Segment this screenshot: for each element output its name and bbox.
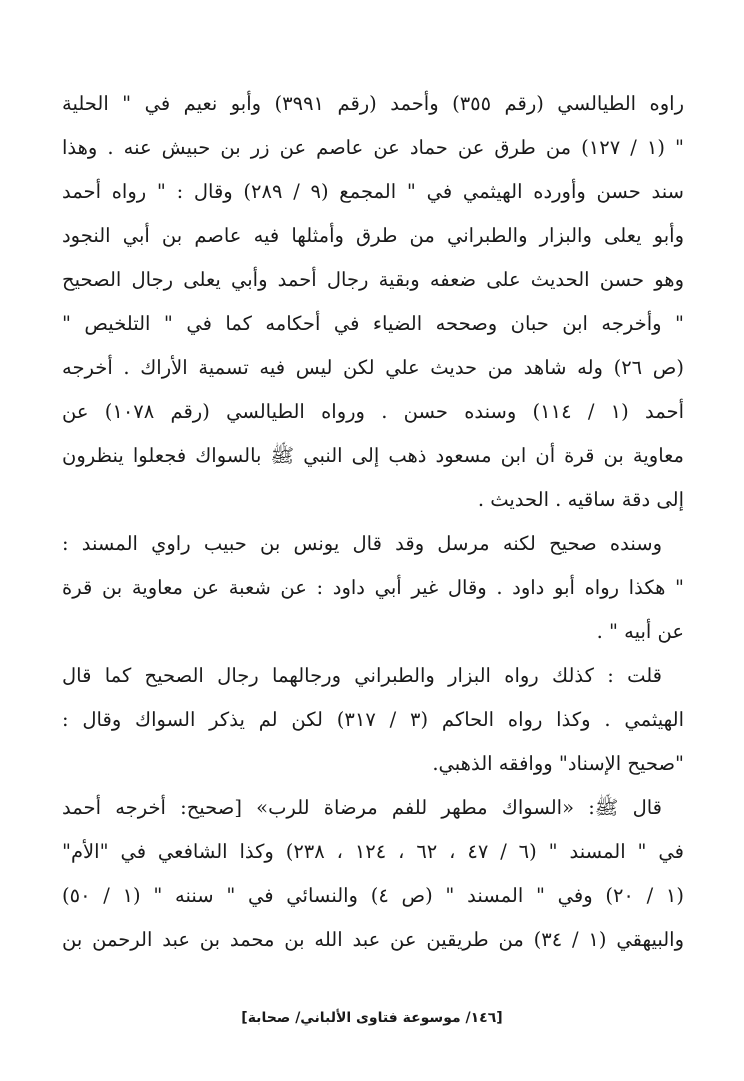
text-line: والبيهقي (١ / ٣٤) من طريقين عن عبد الله بن محمد بن عبد الرحمن بن [62,928,684,951]
text-line: " هكذا رواه أبو داود . وقال غير أبي داود : عن شعبة عن معاوية بن قرة [62,576,684,599]
text-line: راوه الطيالسي (رقم ٣٥٥) وأحمد (رقم ٣٩٩١) وأبو نعيم في " الحلية [62,92,684,115]
text-line: معاوية بن قرة أن ابن مسعود ذهب إلى النبي ﷺ بالسواك فجعلوا ينظرون [62,444,684,467]
text-line: في " المسند " (٦ / ٤٧ ، ٦٢ ، ١٢٤ ، ٢٣٨) وكذا الشافعي في "الأم" [62,840,684,863]
text-line: وأبو يعلى والبزار والطبراني من طرق وأمثلها فيه عاصم بن أبي النجود [62,224,684,247]
page-footer: [١٤٦/ موسوعة فتاوى الألباني/ صحابة] [241,1010,503,1026]
text-line: " وأخرجه ابن حبان وصححه الضياء في أحكامه كما في " التلخيص " [62,312,684,335]
text-line: وسنده صحيح لكنه مرسل وقد قال يونس بن حبيب راوي المسند : [62,532,662,555]
body-text [62,82,684,962]
text-line: عن أبيه " . [596,620,684,643]
text-line: "صحيح الإسناد" ووافقه الذهبي. [432,752,684,775]
text-line: (١ / ٢٠) وفي " المسند " (ص ٤) والنسائي في " سننه " (١ / ٥٠) [62,884,684,907]
text-line: الهيثمي . وكذا رواه الحاكم (٣ / ٣١٧) لكن لم يذكر السواك وقال : [62,708,684,731]
text-line: وهو حسن الحديث على ضعفه وبقية رجال أحمد وأبي يعلى رجال الصحيح [62,268,684,291]
text-line: " (١ / ١٢٧) من طرق عن حماد عن عاصم عن زر بن حبيش عنه . وهذا [62,136,684,159]
text-line: أحمد (١ / ١١٤) وسنده حسن . ورواه الطيالسي (رقم ١٠٧٨) عن [62,400,684,423]
text-line: قال ﷺ: «السواك مطهر للفم مرضاة للرب» [صحيح: أخرجه أحمد [62,796,662,819]
text-line: سند حسن وأورده الهيثمي في " المجمع (٩ / ٢٨٩) وقال : " رواه أحمد [62,180,684,203]
text-line: قلت : كذلك رواه البزار والطبراني ورجالهما رجال الصحيح كما قال [62,664,662,687]
text-line: (ص ٢٦) وله شاهد من حديث علي لكن ليس فيه تسمية الأراك . أخرجه [62,356,684,379]
text-line: إلى دقة ساقيه . الحديث . [477,488,684,511]
